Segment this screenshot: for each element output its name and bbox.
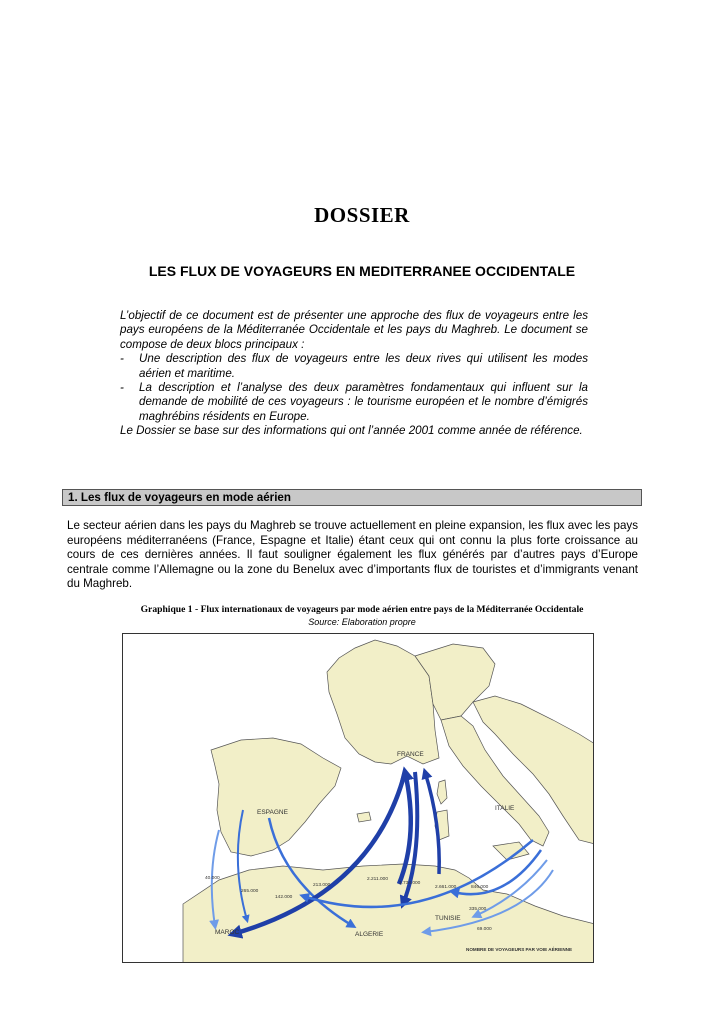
section-paragraph: Le secteur aérien dans les pays du Maghreb se trouve actuellement en pleine expansion, les flux avec les pays européens méditerranéens (France, Espagne et Italie) étant ceux qui ont connu la plus forte croissance au cours de ces dernières années. Il faut souligner également les flux générés par d’autres pays d’Europe centrale comme l’Allemagne ou la zone du Benelux avec d’importants flux de touristes et d’immigrants venant du Maghreb. [67, 519, 639, 591]
flow-arrow-tun-fr [425, 772, 439, 874]
document-title: DOSSIER [314, 203, 410, 227]
bullet-dash: - [120, 352, 124, 366]
value-fr-tun: 1.734.000 [399, 881, 421, 886]
label-tunisie: TUNISIE [435, 915, 461, 922]
value-fr-maroc: 213.000 [313, 883, 331, 888]
figure-source: Source: Elaboration propre [308, 617, 416, 627]
intro-block [120, 309, 588, 439]
label-espagne: ESPAGNE [257, 809, 288, 816]
value-esp-maroc-west: 40.000 [205, 876, 220, 881]
value-esp-alg: 142.000 [275, 895, 293, 900]
figure-title: Graphique 1 - Flux internationaux de voyageurs par mode aérien entre pays de la Méditerranée Occidentale [140, 604, 584, 615]
value-it-tun2: 69.000 [477, 927, 492, 932]
intro-list [120, 352, 588, 424]
value-it-maroc: 2.661.000 [435, 885, 457, 890]
list-item [120, 352, 588, 381]
value-fr-alg: 2.211.000 [367, 877, 388, 882]
label-italie: ITALIE [495, 805, 515, 812]
bullet-dash: - [120, 381, 124, 395]
map-svg [123, 634, 594, 963]
label-algerie: ALGERIE [355, 931, 384, 938]
label-france: FRANCE [397, 751, 424, 758]
label-maroc: MAROC [215, 929, 240, 936]
map-legend: NOMBRE DE VOYAGEURS PAR VOIE AÉRIENNE [466, 947, 573, 952]
value-it-alg: 846.000 [471, 885, 489, 890]
land-balearics [357, 812, 371, 822]
intro-closing: Le Dossier se base sur des informations qui ont l’année 2001 comme année de référence. [120, 424, 583, 438]
section-heading: 1. Les flux de voyageurs en mode aérien [62, 489, 642, 506]
flow-map [122, 633, 594, 963]
land-corsica [437, 780, 447, 804]
bullet-text: La description et l’analyse des deux paramètres fondamentaux qui influent sur la demande de mobilité de ces voyageurs : le tourisme européen et le nombre d’émigrés maghrébins résidents en Europe. [139, 381, 588, 423]
list-item [120, 381, 588, 424]
value-it-tun: 335.000 [469, 907, 487, 912]
bullet-text: Une description des flux de voyageurs entre les deux rives qui utilisent les modes aérien et maritime. [139, 352, 588, 380]
document-subtitle: LES FLUX DE VOYAGEURS EN MEDITERRANEE OCCIDENTALE [148, 263, 576, 279]
value-esp-maroc: 265.000 [241, 889, 259, 894]
intro-paragraph: L’objectif de ce document est de présenter une approche des flux de voyageurs entre les pays européens de la Méditerranée Occidentale et les pays du Maghreb. Le document se compose de deux blocs principaux : [120, 309, 588, 351]
